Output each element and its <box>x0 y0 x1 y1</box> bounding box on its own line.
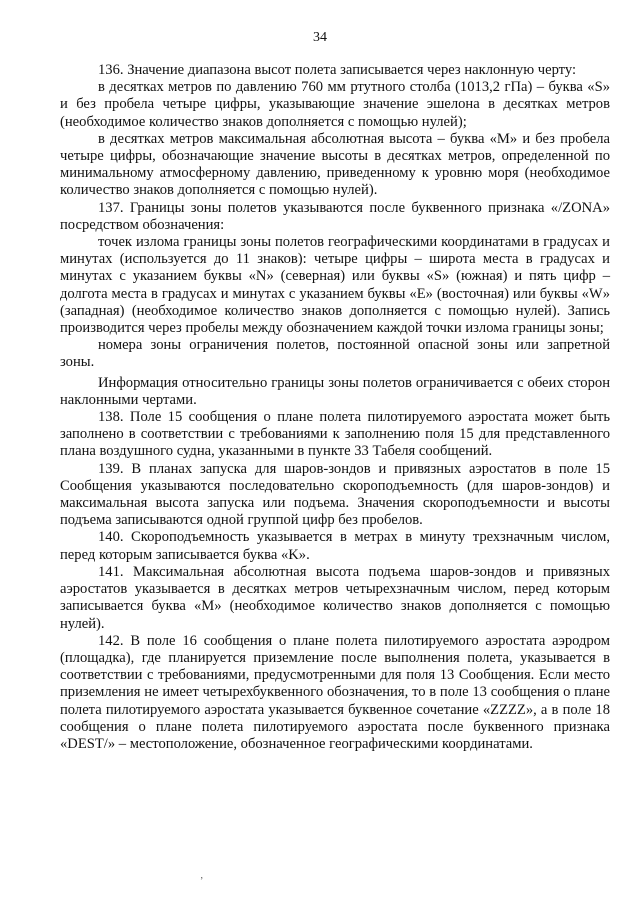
paragraph-138: 138. Поле 15 сообщения о плане полета пилотируемого аэростата может быть заполнено в соответствии с требованиями к заполнению поля 15 для представленного плана воздушного судна, указанными в пункте 33 Табеля сообщений. <box>60 409 610 460</box>
paragraph-136-item-m: в десятках метров максимальная абсолютная высота – буква «M» и без пробела четыре цифры, обозначающие значение высоты в десятках метров, определенной по минимальному атмосферному давлению, приведенному к уровню моря (необходимое количество знаков дополняется с помощью нулей). <box>60 130 610 199</box>
paragraph-139: 139. В планах запуска для шаров-зондов и привязных аэростатов в поле 15 Сообщения указываются последовательно скороподъемность (для шаров-зондов) и максимальная высота запуска или подъема. Значения скороподъемности и высоты подъема записываются одной группой цифр без пробелов. <box>60 460 610 529</box>
page-number: 34 <box>313 30 327 45</box>
paragraph-137-item-points: точек излома границы зоны полетов географическими координатами в градусах и минутах (используется до 11 знаков): четыре цифры – широта места в градусах и минутах с указанием буквы «N» (северная) или буквы «S» (южная) и пять цифр – долгота места в градусах и минутах с указанием буквы «E» (восточная) или буквы «W» (западная) (необходимое количество знаков дополняется с помощью нулей). Запись производится через пробелы между обозначением каждой точки излома границы зоны; <box>60 234 610 337</box>
paragraph-141: 141. Максимальная абсолютная высота подъема шаров-зондов и привязных аэростатов указывается в десятках метров четырехзначным числом, перед которым записывается буква «M» (необходимое количество знаков дополняется с помощью нулей). <box>60 563 610 632</box>
paragraph-136-item-s: в десятках метров по давлению 760 мм ртутного столба (1013,2 гПа) – буква «S» и без пробела четыре цифры, указывающие значение эшелона в десятках метров (необходимое количество знаков дополняется с помощью нулей); <box>60 79 610 130</box>
paragraph-136: 136. Значение диапазона высот полета записывается через наклонную черту: <box>98 62 577 78</box>
paragraph-137-item-zones: номера зоны ограничения полетов, постоянной опасной зоны или запретной зоны. <box>60 337 610 371</box>
scan-speck: ’ <box>200 876 204 887</box>
document-body <box>60 62 610 753</box>
paragraph-137-info: Информация относительно границы зоны полетов ограничивается с обеих сторон наклонными чертами. <box>60 374 610 408</box>
paragraph-142: 142. В поле 16 сообщения о плане полета пилотируемого аэростата аэродром (площадка), где планируется приземление после выполнения полета, указывается в соответствии с требованиями, предусмотренными для поля 13 Сообщения. Если место приземления не имеет четырехбуквенного обозначения, то в поле 13 сообщения о плане полета пилотируемого аэростата указывается буквенное сочетание «ZZZZ», а в поле 18 сообщения о плане полета пилотируемого аэростата после буквенного признака «DEST/» – местоположение, обозначенное географическими координатами. <box>60 632 610 752</box>
paragraph-140: 140. Скороподъемность указывается в метрах в минуту трехзначным числом, перед которым записывается буква «K». <box>60 529 610 563</box>
paragraph-137: 137. Границы зоны полетов указываются после буквенного признака «/ZONA» посредством обозначения: <box>60 199 610 233</box>
